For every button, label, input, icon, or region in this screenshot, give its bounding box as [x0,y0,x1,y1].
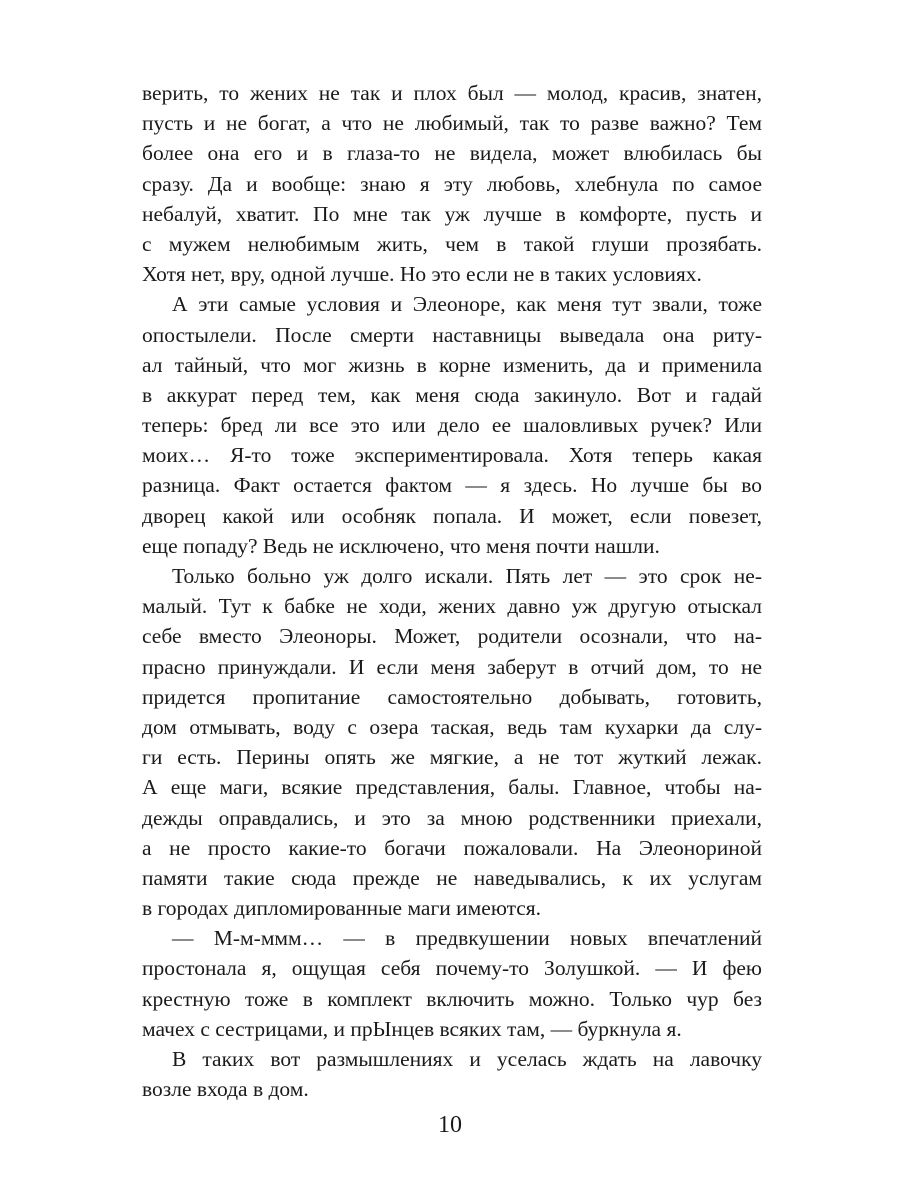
text-line: мачех с сестрицами, и прЫнцев всяких там, — буркнула я. [142,1016,682,1041]
text-line: моих… Я-то тоже экспериментировала. Хотя теперь какая [142,443,762,468]
text-line: опостылели. После смерти наставницы выведала она риту- [142,322,762,347]
paragraph [142,561,762,923]
text-line: простонала я, ощущая себя почему-то Золушкой. — И фею [142,956,762,981]
text-line: ал тайный, что мог жизнь в корне изменить, да и применила [142,352,762,377]
text-line: памяти такие сюда прежде не наведывались, к их услугам [142,865,762,890]
text-line: дом отмывать, воду с озера таская, ведь там кухарки да слу- [142,714,762,739]
page-number: 10 [438,1112,462,1138]
text-line: Только больно уж долго искали. Пять лет — это срок не- [172,564,762,588]
text-line: теперь: бред ли все это или дело ее шаловливых ручек? Или [142,413,762,438]
paragraph [142,289,762,561]
text-line: еще попаду? Ведь не исключено, что меня почти нашли. [142,533,660,558]
text-line: более она его и в глаза-то не видела, может влюбилась бы [142,141,762,166]
text-line: в городах дипломированные маги имеются. [142,896,542,921]
text-line: малый. Тут к бабке не ходи, жених давно уж другую отыскал [142,594,762,619]
text-line: пусть и не богат, а что не любимый, так то разве важно? Тем [142,111,762,136]
text-line: небалуй, хватит. По мне так уж лучше в комфорте, пусть и [142,201,762,226]
text-line: А эти самые условия и Элеоноре, как меня тут звали, тоже [172,292,762,317]
text-line: верить, то жених не так и плох был — молод, красив, знатен, [142,81,762,105]
book-page-text [142,78,762,1104]
text-line: — М-м-ммм… — в предвкушении новых впечатлений [172,926,762,951]
text-line: а не просто какие-то богачи пожаловали. На Элеонориной [142,835,762,860]
paragraph [142,78,762,289]
paragraph [142,923,762,1044]
text-line: придется пропитание самостоятельно добывать, готовить, [142,684,762,709]
text-line: дежды оправдались, и это за мною родственники приехали, [142,805,762,830]
text-line: ги есть. Перины опять же мягкие, а не тот жуткий лежак. [142,745,762,770]
text-line: с мужем нелюбимым жить, чем в такой глуши прозябать. [142,231,762,256]
text-line: прасно принуждали. И если меня заберут в отчий дом, то не [142,654,762,679]
text-line: дворец какой или особняк попала. И может, если повезет, [142,503,762,528]
text-line: сразу. Да и вообще: знаю я эту любовь, хлебнула по самое [142,171,762,196]
text-line: А еще маги, всякие представления, балы. Главное, чтобы на- [142,775,762,800]
text-line: возле входа в дом. [142,1077,309,1102]
text-line: В таких вот размышлениях и уселась ждать на лавочку [172,1047,762,1071]
paragraph [142,1044,762,1104]
text-line: Хотя нет, вру, одной лучше. Но это если не в таких условиях. [142,262,702,287]
text-line: в аккурат перед тем, как меня сюда закинуло. Вот и гадай [142,382,762,407]
text-line: себе вместо Элеоноры. Может, родители осознали, что на- [142,624,762,649]
text-line: крестную тоже в комплект включить можно. Только чур без [142,986,762,1011]
text-line: разница. Факт остается фактом — я здесь. Но лучше бы во [142,473,762,498]
